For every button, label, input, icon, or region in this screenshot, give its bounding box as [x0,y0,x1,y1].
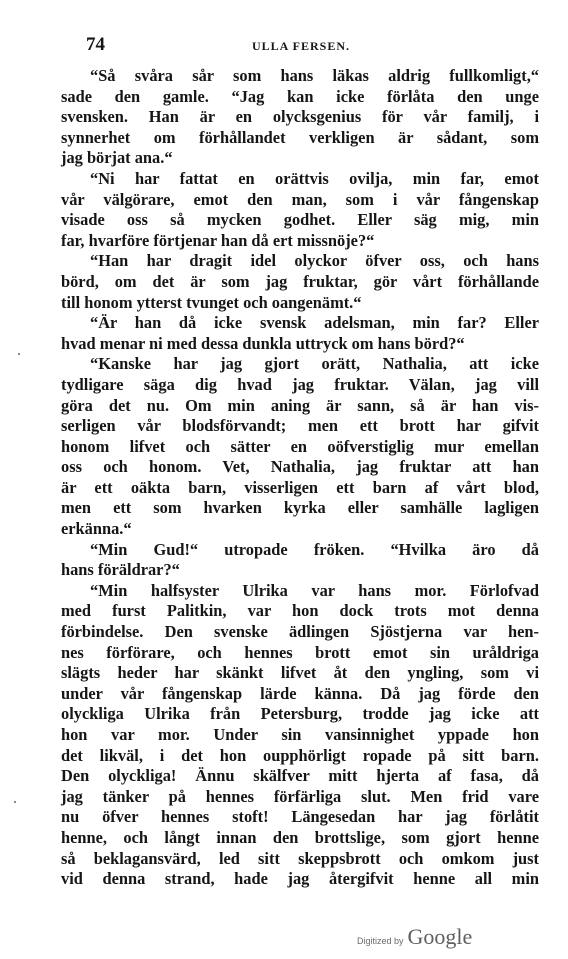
text-line: hans föräldrar?“ [61,560,180,580]
text-line: “Min Gud!“ utropade fröken. “Hvilka äro då [90,539,539,559]
text-line: med furst Palitkin, var hon dock trots mot denna [61,601,539,621]
text-line: “Han har dragit idel olyckor öfver oss, och hans [90,251,539,271]
page-header [62,34,540,58]
text-line: olyckliga Ulrika från Petersburg, trodde jag icke att [61,704,539,724]
text-line: “Min halfsyster Ulrika var hans mor. Förlofvad [90,580,539,600]
text-line: jag tänker på hennes förfärliga slut. Men frid vare [61,786,539,806]
text-line: vår välgörare, emot den man, som i vår fångenskap [61,189,539,209]
text-line: jag börjat ana.“ [61,148,173,168]
text-line: det likväl, i det hon oupphörligt ropade på sitt barn. [61,745,539,765]
text-line: far, hvarföre förtjenar han då ert missnöje?“ [61,230,375,250]
text-line: “Ni har fattat en orättvis ovilja, min far, emot [90,168,539,188]
text-line: förbindelse. Den svenske ädlingen Sjöstjerna var hen- [61,622,539,642]
text-line: hvad menar ni med dessa dunkla uttryck om hans börd?“ [61,333,465,353]
text-line: henne, och långt innan den brottslige, som gjort henne [61,827,539,847]
text-line: “Är han då icke svensk adelsman, min far? Eller [90,313,539,333]
text-line: oss och honom. Vet, Nathalia, jag fruktar att han [61,457,539,477]
text-line: “Kanske har jag gjort orätt, Nathalia, att icke [90,354,539,374]
page-number: 74 [86,34,105,55]
text-line: tydligare säga dig hvad jag fruktar. Välan, jag vill [61,374,539,394]
digitized-watermark [357,924,472,950]
body-text [61,66,539,890]
watermark-prefix: Digitized by [357,936,404,946]
text-line: serligen vår blodsförvandt; men ett brott har gifvit [61,416,539,436]
text-line: nu öfver hennes stoft! Längesedan har jag förlåtit [61,807,539,827]
text-line: sade den gamle. “Jag kan icke förlåta den unge [61,86,539,106]
text-line: så beklagansvärd, led sitt skeppsbrott och omkom just [61,848,539,868]
google-logo: Google [407,924,473,949]
text-line: svensken. Han är en olycksgenius för vår familj, i [61,107,539,127]
text-line: slägts heder har skänkt lifvet åt den yngling, som vi [61,663,539,683]
paper-speck [18,353,20,355]
text-line: visade oss så mycken godhet. Eller säg mig, min [61,210,539,230]
text-line: synnerhet om förhållandet verkligen är sådant, som [61,127,539,147]
text-line: men ett som hvarken kyrka eller samhälle lagligen [61,498,539,518]
text-line: “Så svåra sår som hans läkas aldrig fullkomligt,“ [90,66,539,85]
text-line: börd, om det är som jag fruktar, gör vårt förhållande [61,271,539,291]
paper-speck [14,801,16,803]
text-line: till honom ytterst tvunget och oangenämt.“ [61,292,362,312]
text-line: honom lifvet och sätter en oöfverstiglig mur emellan [61,436,539,456]
text-line: nes förförare, och hennes brott emot sin uråldriga [61,642,539,662]
text-line: erkänna.“ [61,519,132,539]
text-line: Den olyckliga! Ännu skälfver mitt hjerta af fasa, då [61,766,539,786]
text-line: göra det nu. Om min aning är sann, så är han vis- [61,395,539,415]
text-line: under vår fångenskap lärde känna. Då jag förde den [61,683,539,703]
text-line: vid denna strand, hade jag återgifvit henne all min [61,869,539,889]
text-line: är ett oäkta barn, visserligen ett barn af vårt blod, [61,477,539,497]
running-head: ULLA FERSEN. [251,39,351,53]
text-line: hon var mor. Under sin vansinnighet yppade hon [61,725,539,744]
